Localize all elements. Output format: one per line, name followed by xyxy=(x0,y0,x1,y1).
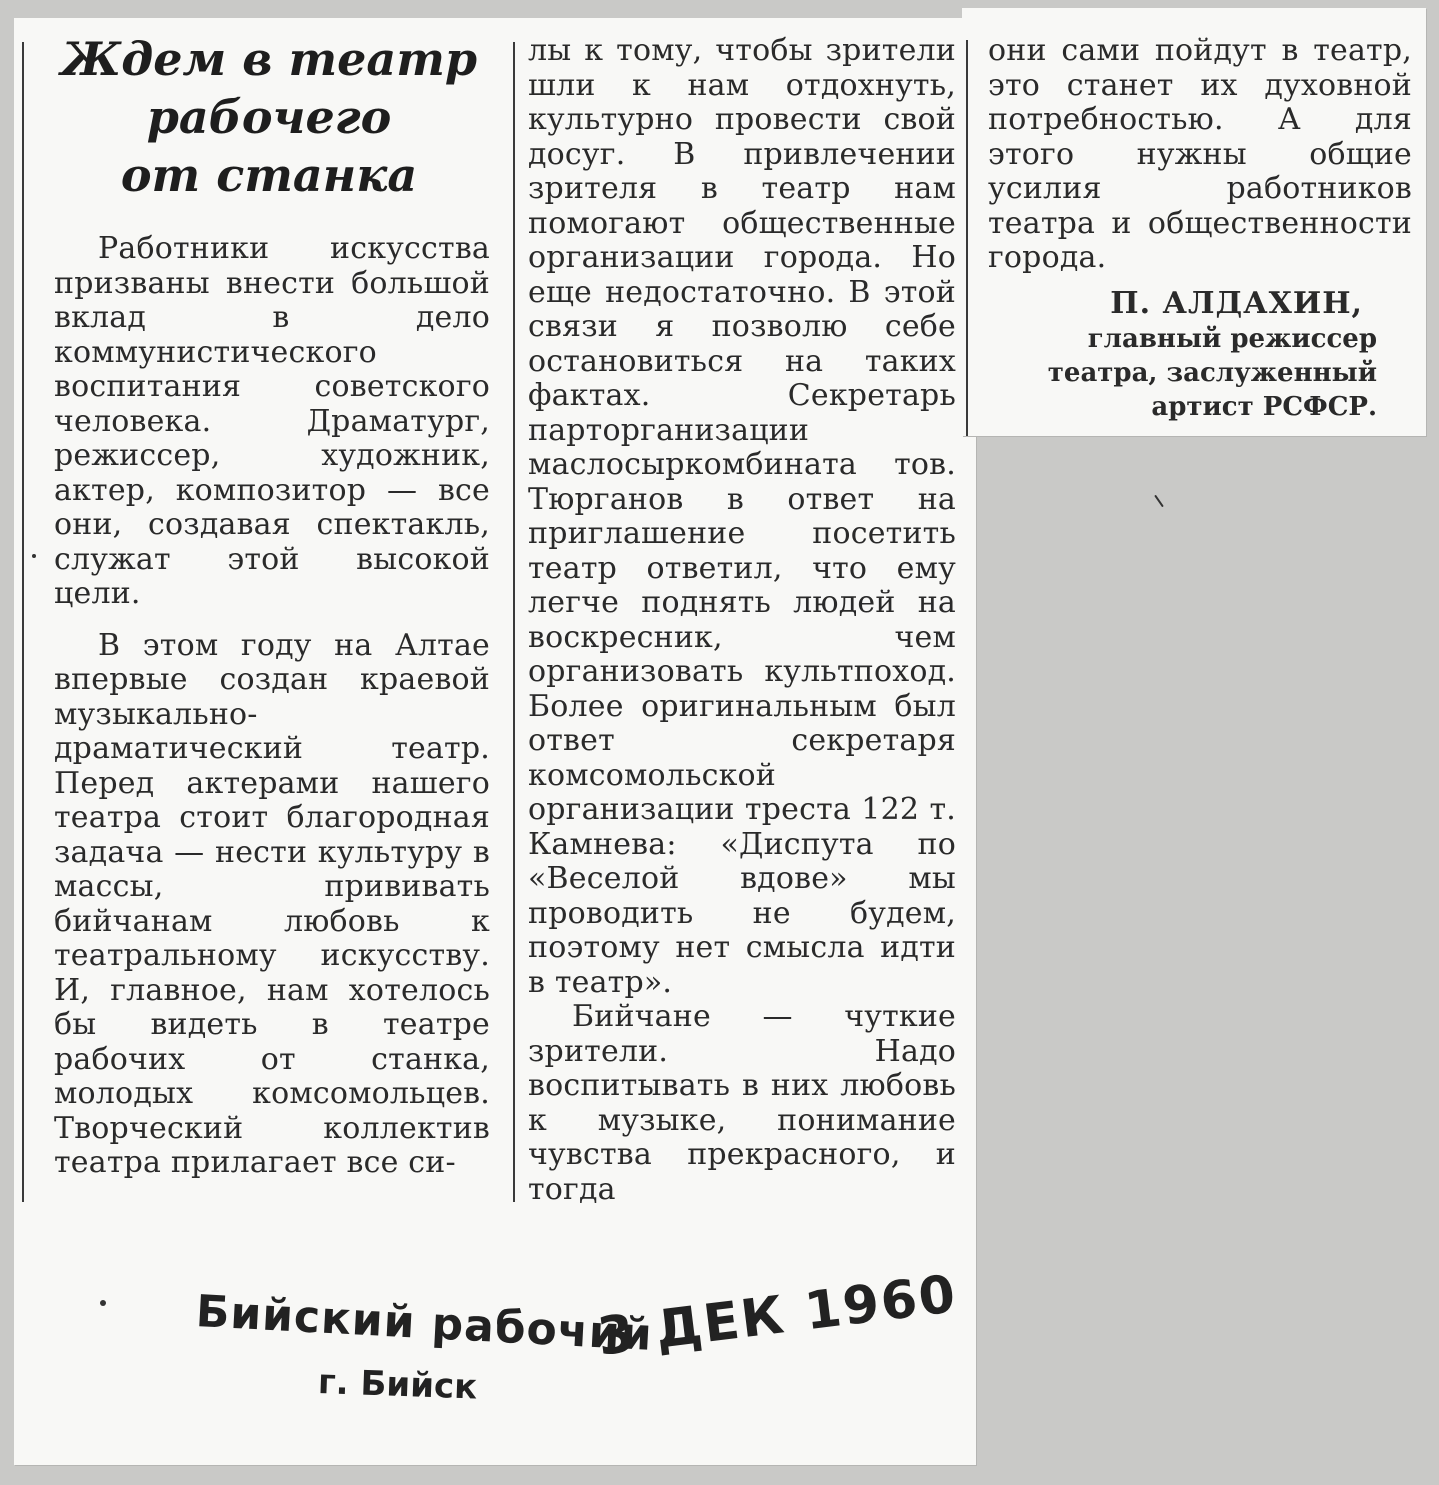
paragraph: В этом году на Алтае впервые создан краевой музыкально-драматический театр. Перед актерами нашего театра стоит благородная задача — нести культуру в массы, прививать бийчанам любовь к театральному искусству. И, главное, нам хотелось бы видеть в театре рабочих от станка, молодых комсомольцев. Творческий коллектив театра прилагает все си- xyxy=(54,627,490,1180)
headline-line-2: рабочего xyxy=(146,90,392,144)
article-column-2 xyxy=(528,34,956,1207)
paragraph: они сами пойдут в театр, это станет их духовной потребностью. А для этого нужны общие усилия работников театра и общественности города. xyxy=(988,33,1412,275)
newspaper-stamp-city: г. Бийск xyxy=(317,1362,478,1408)
ink-speck xyxy=(32,554,36,558)
headline-line-3: от станка xyxy=(120,148,418,202)
paragraph: лы к тому, чтобы зрители шли к нам отдохнуть, культурно провести свой досуг. В привлечении зрителя в театр нам помогают общественные организации города. Но еще недостаточно. В этой связи я позволю себе остановиться на таких фактах. Секретарь парторганизации маслосыркомбината тов. Тюрганов в ответ на приглашение посетить театр ответил, что ему легче поднять людей на воскресник, чем организовать культпоход. Более оригинальным был ответ секретаря комсомольской организации треста 122 т. Камнева: «Диспута по «Веселой вдове» мы проводить не будем, поэтому нет смысла идти в театр». xyxy=(528,33,956,1000)
article-headline xyxy=(38,30,500,204)
article-column-3 xyxy=(988,34,1412,276)
author-name: П. АЛДАХИН, xyxy=(1110,286,1363,321)
author-role-line-3: артист РСФСР. xyxy=(1151,392,1377,422)
ink-speck xyxy=(1154,495,1164,508)
paragraph: Бийчане — чуткие зрители. Надо воспитывать в них любовь к музыке, понимание чувства прекрасного, и тогда xyxy=(528,999,956,1207)
column-rule-left-edge xyxy=(22,42,24,1202)
column-rule-1 xyxy=(513,42,515,1202)
author-role-line-1: главный режиссер xyxy=(1087,324,1377,354)
column-rule-2 xyxy=(966,40,968,436)
article-column-1 xyxy=(54,232,490,1181)
author-role-line-2: театра, заслуженный xyxy=(1047,358,1377,388)
date-stamp: 3 ДЕК 1960 xyxy=(594,1264,961,1368)
ink-speck xyxy=(100,1300,106,1306)
author-signature xyxy=(985,286,1377,424)
headline-line-1: Ждем в театр xyxy=(60,32,478,86)
paragraph: Работники искусства призваны внести большой вклад в дело коммунистического воспитания советского человека. Драматург, режиссер, художник, актер, композитор — все они, создавая спектакль, служат этой высокой цели. xyxy=(54,231,490,611)
newspaper-stamp-name: Бийский рабочий xyxy=(194,1286,654,1361)
